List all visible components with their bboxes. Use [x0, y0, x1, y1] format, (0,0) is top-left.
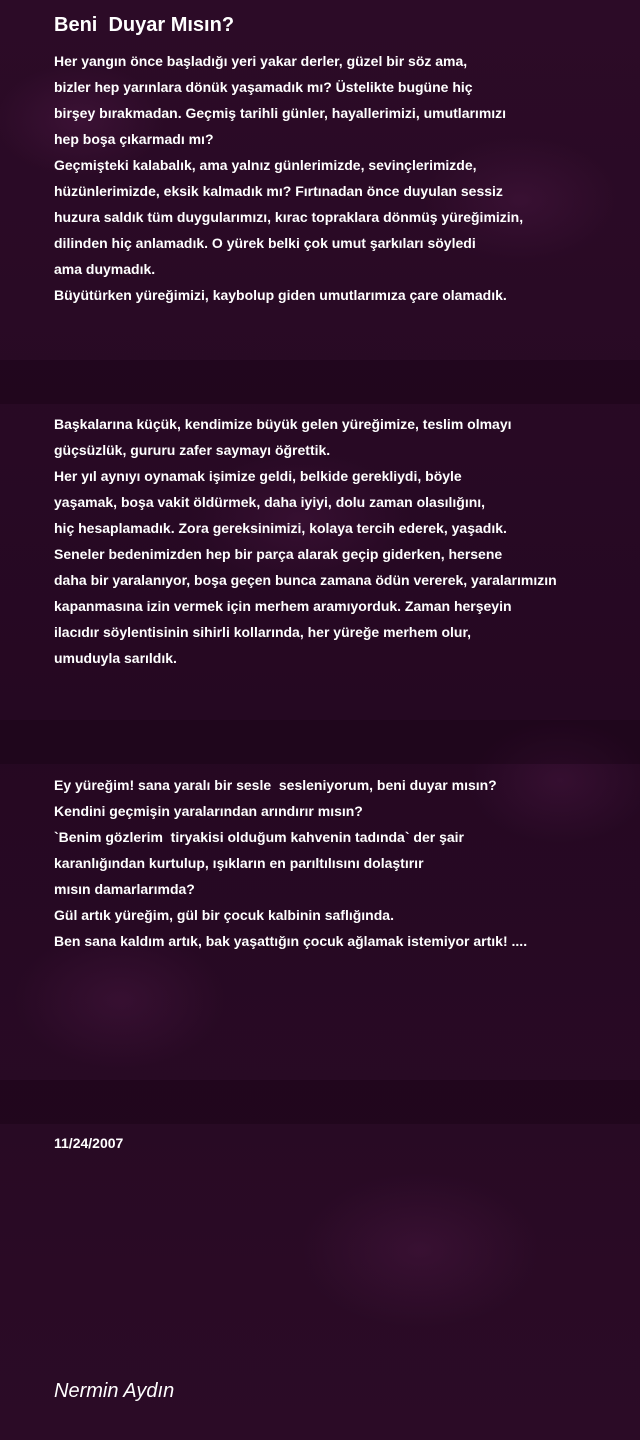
stanza-1: [54, 48, 634, 308]
poem-line: kapanmasına izin vermek için merhem aramıyorduk. Zaman herşeyin: [54, 598, 512, 614]
poem-line: Kendini geçmişin yaralarından arındırır mısın?: [54, 803, 363, 819]
poem-line: Geçmişteki kalabalık, ama yalnız günlerimizde, sevinçlerimizde,: [54, 157, 477, 173]
poem-line: Büyütürken yüreğimizi, kaybolup giden umutlarımıza çare olamadık.: [54, 287, 507, 303]
decorative-band: [0, 360, 640, 404]
poem-line: yaşamak, boşa vakit öldürmek, daha iyiyi, dolu zaman olasılığını,: [54, 494, 486, 510]
poem-date: 11/24/2007: [54, 1135, 124, 1151]
poem-line: Her yangın önce başladığı yeri yakar derler, güzel bir söz ama,: [54, 53, 468, 69]
poem-line: güçsüzlük, gururu zafer saymayı öğrettik.: [54, 442, 331, 458]
poem-line: `Benim gözlerim tiryakisi olduğum kahvenin tadında` der şair: [54, 829, 464, 845]
poem-line: Ey yüreğim! sana yaralı bir sesle sesleniyorum, beni duyar mısın?: [54, 777, 497, 793]
decorative-band: [0, 1080, 640, 1124]
poem-line: ilacıdır söylentisinin sihirli kollarında, her yüreğe merhem olur,: [54, 624, 472, 640]
poem-line: huzura saldık tüm duygularımızı, kırac topraklara dönmüş yüreğimizin,: [54, 209, 524, 225]
poem-line: ama duymadık.: [54, 261, 156, 277]
poem-line: Seneler bedenimizden hep bir parça alarak geçip giderken, hersene: [54, 546, 503, 562]
poem-line: hep boşa çıkarmadı mı?: [54, 131, 214, 147]
poem-author: Nermin Aydın: [54, 1380, 175, 1402]
poem-line: mısın damarlarımda?: [54, 881, 195, 897]
poem-line: umuduyla sarıldık.: [54, 650, 177, 666]
poem-line: Gül artık yüreğim, gül bir çocuk kalbinin saflığında.: [54, 907, 394, 923]
decorative-band: [0, 720, 640, 764]
poem-line: Başkalarına küçük, kendimize büyük gelen yüreğimize, teslim olmayı: [54, 416, 512, 432]
poem-line: dilinden hiç anlamadık. O yürek belki çok umut şarkıları söyledi: [54, 235, 476, 251]
poem-line: Her yıl aynıyı oynamak işimize geldi, belkide gerekliydi, böyle: [54, 468, 462, 484]
poem-line: hiç hesaplamadık. Zora gereksinimizi, kolaya tercih ederek, yaşadık.: [54, 520, 507, 536]
stanza-2: [54, 411, 634, 671]
poem-title: Beni Duyar Mısın?: [54, 14, 235, 36]
poem-line: bizler hep yarınlara dönük yaşamadık mı? Üstelikte bugüne hiç: [54, 79, 473, 95]
stanza-3: [54, 772, 634, 954]
poem-line: Ben sana kaldım artık, bak yaşattığın çocuk ağlamak istemiyor artık! ....: [54, 933, 528, 949]
poem-line: karanlığından kurtulup, ışıkların en parıltılısını dolaştırır: [54, 855, 424, 871]
poem-line: daha bir yaralanıyor, boşa geçen bunca zamana ödün vererek, yaralarımızın: [54, 572, 557, 588]
poem-line: hüzünlerimizde, eksik kalmadık mı? Fırtınadan önce duyulan sessiz: [54, 183, 503, 199]
poem-line: birşey bırakmadan. Geçmiş tarihli günler, hayallerimizi, umutlarımızı: [54, 105, 507, 121]
